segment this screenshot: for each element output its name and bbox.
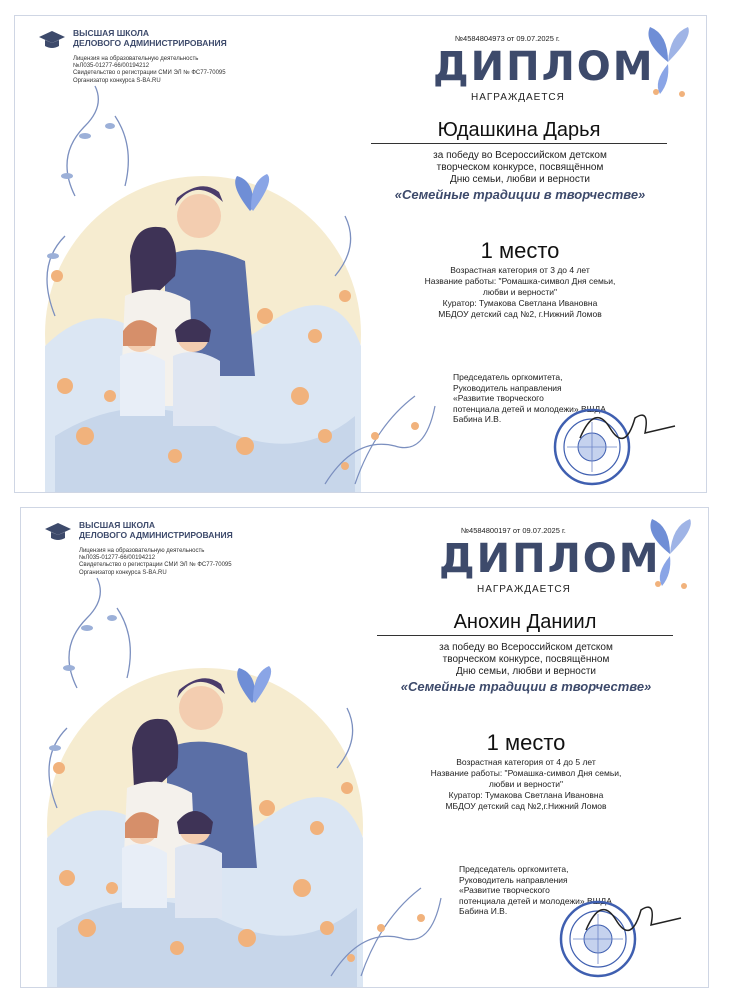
license-number: №Л035-01277-66/00194212 <box>73 63 150 70</box>
diploma-title: ДИПЛОМ <box>439 536 661 582</box>
reason-line: за победу во Всероссийском детском <box>433 150 607 161</box>
license-text: Лицензия на образовательную деятельность <box>73 56 199 62</box>
signature <box>575 398 685 448</box>
vine-decoration <box>321 858 471 978</box>
org-name-line2: ДЕЛОВОГО АДМИНИСТРИРОВАНИЯ <box>79 530 233 540</box>
chairman-line: потенциала детей и молодежи» ВШДА <box>453 403 606 414</box>
organizer-text: Организатор конкурса S-BA.RU <box>79 569 167 576</box>
chairman-line: Председатель оргкомитета, <box>459 864 569 874</box>
chairman-line: потенциала детей и молодежи» ВШДА <box>459 895 612 906</box>
chairman-line: «Развитие творческого <box>453 393 544 403</box>
reason-line: за победу во Всероссийском детском <box>439 642 613 653</box>
awarded-label: НАГРАЖДАЕТСЯ <box>477 584 571 595</box>
license-text: Лицензия на образовательную деятельность <box>79 548 205 554</box>
reason-line: Дню семьи, любви и верности <box>449 174 591 185</box>
org-name-line1: ВЫСШАЯ ШКОЛА <box>79 520 155 530</box>
media-registration: Свидетельство о регистрации СМИ ЭЛ № ФС77-70095 <box>73 70 226 77</box>
vine-decoration <box>315 366 465 486</box>
work-details <box>385 265 655 320</box>
contest-name: «Семейные традиции в творчестве» <box>400 679 652 694</box>
chairman-line: Председатель оргкомитета, <box>453 372 563 382</box>
curator: Куратор: Тумакова Светлана Ивановна <box>442 298 598 308</box>
age-category: Возрастная категория от 3 до 4 лет <box>450 265 590 275</box>
org-details <box>79 548 303 577</box>
chairman-line: Руководитель направления <box>459 874 568 885</box>
graduation-cap-icon <box>43 520 73 544</box>
diploma-1 <box>14 15 707 493</box>
org-name-line2: ДЕЛОВОГО АДМИНИСТРИРОВАНИЯ <box>73 38 227 48</box>
signature <box>581 890 691 940</box>
reason-line: Дню семьи, любви и верности <box>455 666 597 677</box>
org-header <box>43 520 303 577</box>
diploma-title: ДИПЛОМ <box>433 44 655 90</box>
work-title: Название работы: "Ромашка-символ Дня семьи, <box>430 768 622 778</box>
age-category: Возрастная категория от 4 до 5 лет <box>456 757 596 767</box>
diploma-2 <box>20 507 709 988</box>
award-reason <box>391 642 661 678</box>
work-title-cont: любви и верности" <box>488 779 564 789</box>
work-title-cont: любви и верности" <box>482 287 558 297</box>
chairman-line: Бабина И.В. <box>459 906 508 916</box>
org-header <box>37 28 297 85</box>
recipient-name: Юдашкина Дарья <box>371 119 667 144</box>
chairman-line: «Развитие творческого <box>459 885 550 895</box>
media-registration: Свидетельство о регистрации СМИ ЭЛ № ФС77-70095 <box>79 562 232 569</box>
org-name-line1: ВЫСШАЯ ШКОЛА <box>73 28 149 38</box>
organizer-text: Организатор конкурса S-BA.RU <box>73 77 161 84</box>
curator: Куратор: Тумакова Светлана Ивановна <box>448 790 604 800</box>
place-result: 1 место <box>486 730 566 755</box>
reason-line: творческом конкурсе, посвящённом <box>436 162 604 173</box>
org-details <box>73 56 297 85</box>
contest-name: «Семейные традиции в творчестве» <box>394 187 646 202</box>
work-details <box>391 757 661 812</box>
institution: МБДОУ детский сад №2, г.Нижний Ломов <box>438 309 602 319</box>
graduation-cap-icon <box>37 28 67 52</box>
recipient-name: Анохин Даниил <box>377 611 673 636</box>
award-reason <box>385 150 655 186</box>
work-title: Название работы: "Ромашка-символ Дня семьи, <box>424 276 616 286</box>
chairman-line: Руководитель направления <box>453 382 562 393</box>
awarded-label: НАГРАЖДАЕТСЯ <box>471 92 565 103</box>
reason-line: творческом конкурсе, посвящённом <box>442 654 610 665</box>
chairman-line: Бабина И.В. <box>453 414 502 424</box>
diploma-number: №4584800197 от 09.07.2025 г. <box>461 526 566 535</box>
place-result: 1 место <box>480 238 560 263</box>
institution: МБДОУ детский сад №2,г.Нижний Ломов <box>445 801 607 811</box>
diploma-number: №4584804973 от 09.07.2025 г. <box>455 34 560 43</box>
license-number: №Л035-01277-66/00194212 <box>79 555 156 562</box>
